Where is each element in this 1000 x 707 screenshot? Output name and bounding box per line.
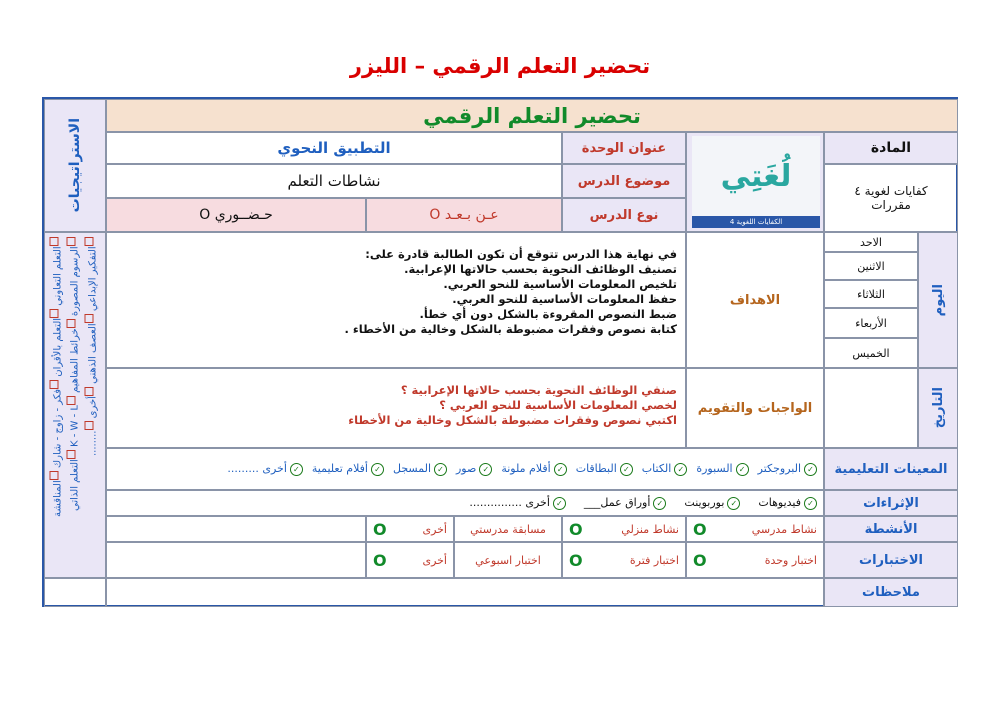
radio-circle-icon[interactable]: O xyxy=(693,519,707,539)
strategy-item: العصف الذهني xyxy=(87,322,99,384)
objective-item: تصنيف الوظائف النحوية بحسب حالاتها الإعرابية. xyxy=(404,262,677,276)
type-label: نوع الدرس xyxy=(589,207,659,223)
test-label: أخرى xyxy=(422,553,447,567)
topic-label: موضوع الدرس xyxy=(577,173,671,189)
check-icon: ✓ xyxy=(804,463,817,476)
day-item: الأربعاء xyxy=(855,316,887,330)
radio-circle-icon[interactable]: O xyxy=(373,519,387,539)
subject-label-cell xyxy=(824,132,958,164)
strategy-item: التعلم التعاوني xyxy=(52,246,64,306)
logo xyxy=(692,136,820,216)
aid-item[interactable]: ✓المسجل xyxy=(393,462,447,476)
activity-label: نشاط مدرسي xyxy=(751,522,817,536)
topic-value: نشاطات التعلم xyxy=(287,172,381,190)
check-icon: ✓ xyxy=(674,463,687,476)
strategy-item: K - W - L xyxy=(69,404,81,447)
aid-item[interactable]: ✓أقلام ملونة xyxy=(501,462,566,476)
logo-cell xyxy=(686,132,824,232)
subject-value: كفايات لغوية ٤ مقررات xyxy=(854,184,928,212)
objective-item: كتابة نصوص وفقرات مضبوطة بالشكل وخالية من الأخطاء . xyxy=(344,322,677,336)
date-header xyxy=(918,368,958,448)
homework-item: اكتبي نصوص وفقرات مضبوطة بالشكل وخالية من الأخطاء xyxy=(348,413,677,427)
test-option[interactable] xyxy=(454,542,562,578)
unit-label-cell xyxy=(562,132,686,164)
homework-label-cell xyxy=(686,368,824,448)
activity-option[interactable] xyxy=(454,516,562,542)
test-label: اختبار اسبوعي xyxy=(475,553,541,567)
tests-label: الاختبارات xyxy=(859,552,924,568)
check-icon: ✓ xyxy=(736,463,749,476)
lesson-plan-table xyxy=(42,97,958,607)
strategy-item: ........ xyxy=(87,430,99,456)
radio-circle-icon[interactable]: O xyxy=(693,550,707,570)
check-icon: ✓ xyxy=(554,463,567,476)
radio-circle-icon[interactable]: O xyxy=(373,550,387,570)
check-icon: ✓ xyxy=(804,497,817,510)
check-icon: ✓ xyxy=(727,497,740,510)
homework-item: لخصي المعلومات الأساسية للنحو العربي ؟ xyxy=(439,398,677,412)
activity-option[interactable] xyxy=(366,516,454,542)
check-icon: ✓ xyxy=(620,463,633,476)
aid-item[interactable]: ✓صور xyxy=(456,462,492,476)
strategy-item: فكر - زاوج - شارك xyxy=(52,388,64,468)
unit-value-cell xyxy=(106,132,562,164)
notes-field[interactable] xyxy=(106,578,824,607)
objective-item: ضبط النصوص المقروءة بالشكل دون أي خطأ. xyxy=(419,307,677,321)
day-item: الاثنين xyxy=(857,259,885,273)
strategy-item: التعلم الذاتي xyxy=(69,458,81,511)
enrichment-label-cell xyxy=(824,490,958,516)
day-cell[interactable] xyxy=(824,338,918,368)
objectives-label: الاهداف xyxy=(729,292,781,308)
radio-circle-icon[interactable]: O xyxy=(569,550,583,570)
strategy-item: الرسوم المصورة xyxy=(69,246,81,316)
objectives-label-cell xyxy=(686,232,824,368)
strategies-col-3 xyxy=(85,237,101,573)
homework-item: صنفي الوظائف النحوية بحسب حالاتها الإعرابية ؟ xyxy=(400,383,677,397)
check-icon: ✓ xyxy=(479,463,492,476)
topic-label-cell xyxy=(562,164,686,198)
objective-item: تلخيص المعلومات الأساسية للنحو العربي. xyxy=(443,277,677,291)
type-remote-cell[interactable] xyxy=(366,198,562,232)
activity-label: مسابقة مدرستي xyxy=(470,522,546,536)
strategy-item: المناقشة xyxy=(52,479,64,517)
day-label: اليوم xyxy=(930,283,946,317)
aids-list xyxy=(106,448,824,490)
check-icon: ✓ xyxy=(553,497,566,510)
check-icon: ✓ xyxy=(434,463,447,476)
day-cell[interactable] xyxy=(824,252,918,280)
enrichment-item[interactable]: ✓فيديوهات xyxy=(758,496,817,510)
aid-item[interactable]: ✓السبورة xyxy=(696,462,748,476)
type-present-option[interactable]: حـضــوري O xyxy=(199,207,273,223)
notes-label-cell xyxy=(824,578,958,607)
objectives-intro: في نهاية هذا الدرس تتوقع أن تكون الطالبة قادرة على: xyxy=(365,247,677,261)
banner xyxy=(106,99,958,132)
strategies-col-1 xyxy=(50,237,66,573)
unit-label: عنوان الوحدة xyxy=(581,140,667,156)
test-label: اختبار فترة xyxy=(629,553,679,567)
type-remote-option[interactable]: عـن بـعـد O xyxy=(429,207,499,223)
unit-value: التطبيق النحوي xyxy=(277,139,391,157)
logo-text: لُغَتِي xyxy=(720,158,792,194)
objectives-body xyxy=(106,232,686,368)
strategies-label: الاستراتيجيات xyxy=(67,118,83,213)
aids-label: المعينات التعليمية xyxy=(834,461,948,477)
notes-label: ملاحظات xyxy=(862,585,920,600)
type-label-cell xyxy=(562,198,686,232)
strategies-col-2 xyxy=(67,237,83,573)
enrichment-item[interactable]: ✓أوراق عمل___ xyxy=(584,496,667,510)
day-cell[interactable] xyxy=(824,280,918,308)
activity-option[interactable] xyxy=(562,516,686,542)
activity-label: أخرى xyxy=(422,522,447,536)
objective-item: حفظ المعلومات الأساسية للنحو العربي. xyxy=(452,292,677,306)
radio-circle-icon[interactable]: O xyxy=(569,519,583,539)
day-cell[interactable] xyxy=(824,232,918,252)
page-title: تحضير التعلم الرقمي – الليزر xyxy=(349,54,651,78)
tests-label-cell xyxy=(824,542,958,578)
subject-value-cell xyxy=(824,164,958,232)
test-option[interactable] xyxy=(686,542,824,578)
date-value-cell[interactable] xyxy=(824,368,918,448)
aid-item[interactable]: ✓أفلام تعليمية xyxy=(312,462,384,476)
check-icon: ✓ xyxy=(290,463,303,476)
type-present-cell[interactable] xyxy=(106,198,366,232)
check-icon: ✓ xyxy=(371,463,384,476)
subject-label: المادة xyxy=(870,140,912,156)
test-option[interactable] xyxy=(562,542,686,578)
homework-body xyxy=(106,368,686,448)
aid-item[interactable]: ✓الكتاب xyxy=(642,462,688,476)
day-cell[interactable] xyxy=(824,308,918,338)
day-item: الثلاثاء xyxy=(857,287,885,301)
test-empty xyxy=(106,542,366,578)
day-item: الاحد xyxy=(860,235,882,249)
day-header xyxy=(918,232,958,368)
check-icon: ✓ xyxy=(653,497,666,510)
activity-empty xyxy=(106,516,366,542)
enrichment-item[interactable]: ✓أخرى ............... xyxy=(469,496,565,510)
aid-item[interactable]: ✓البروجكتر xyxy=(758,462,817,476)
activities-label-cell xyxy=(824,516,958,542)
aids-label-cell xyxy=(824,448,958,490)
test-option[interactable] xyxy=(366,542,454,578)
aid-item[interactable]: ✓أخرى ......... xyxy=(227,462,303,476)
aid-item[interactable]: ✓البطاقات xyxy=(576,462,633,476)
homework-label: الواجبات والتقويم xyxy=(697,400,813,416)
date-label: التاريخ xyxy=(930,387,946,429)
strategy-item: التفكير الإبداعي xyxy=(87,246,99,311)
strategies-header xyxy=(44,99,106,232)
activities-label: الأنشطة xyxy=(864,521,918,537)
strategy-item: خرائط المفاهيم xyxy=(69,327,81,393)
day-item: الخميس xyxy=(852,346,890,360)
banner-title: تحضير التعلم الرقمي xyxy=(423,103,641,128)
strategy-item: أخرى xyxy=(87,395,99,418)
strategies-bottom xyxy=(44,578,106,607)
enrichment-label: الإثراءات xyxy=(863,495,919,511)
activity-option[interactable] xyxy=(686,516,824,542)
activity-label: نشاط منزلي xyxy=(621,522,679,536)
test-label: اختبار وحدة xyxy=(764,553,817,567)
topic-value-cell xyxy=(106,164,562,198)
logo-caption: الكفايات اللغوية 4 xyxy=(692,216,820,228)
strategies-list xyxy=(44,232,106,578)
enrichment-list xyxy=(106,490,824,516)
strategy-item: التعلم بالأقران xyxy=(52,317,64,377)
enrichment-item[interactable]: ✓بوربوينت xyxy=(684,496,740,510)
